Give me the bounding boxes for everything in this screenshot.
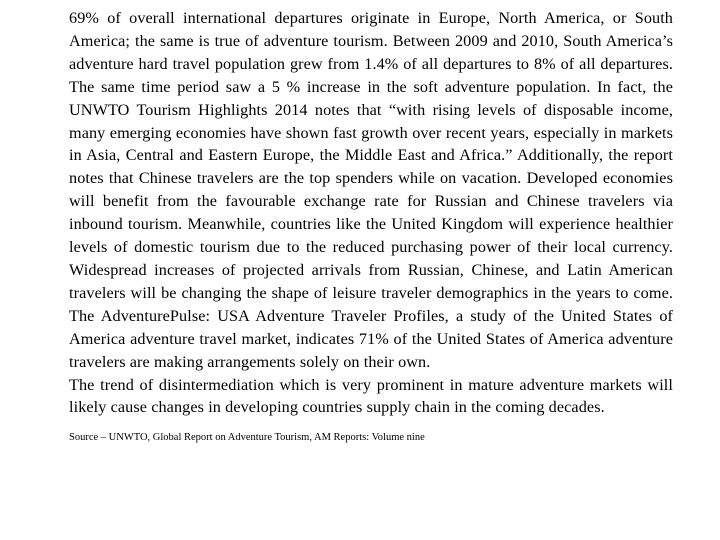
document-page bbox=[69, 7, 673, 445]
body-paragraph-1: 69% of overall international departures originate in Europe, North America, or South America; the same is true of adventure tourism. Between 2009 and 2010, South America’s adventure hard travel population grew from 1.4% of all departures to 8% of all departures. The same time period saw a 5 % increase in the soft adventure population. In fact, the UNWTO Tourism Highlights 2014 notes that “with rising levels of disposable income, many emerging economies have shown fast growth over recent years, especially in markets in Asia, Central and Eastern Europe, the Middle East and Africa.” Additionally, the report notes that Chinese travelers are the top spenders while on vacation. Developed economies will benefit from the favourable exchange rate for Russian and Chinese travelers via inbound tourism. Meanwhile, countries like the United Kingdom will experience healthier levels of domestic tourism due to the reduced purchasing power of their local currency. Widespread increases of projected arrivals from Russian, Chinese, and Latin American travelers will be changing the shape of leisure traveler demographics in the years to come. The AdventurePulse: USA Adventure Traveler Profiles, a study of the United States of America adventure travel market, indicates 71% of the United States of America adventure travelers are making arrangements solely on their own. bbox=[69, 9, 673, 371]
body-paragraph-2: The trend of disintermediation which is very prominent in mature adventure markets will likely cause changes in developing countries supply chain in the coming decades. bbox=[69, 375, 673, 417]
source-citation: Source – UNWTO, Global Report on Adventure Tourism, AM Reports: Volume nine bbox=[69, 432, 425, 444]
